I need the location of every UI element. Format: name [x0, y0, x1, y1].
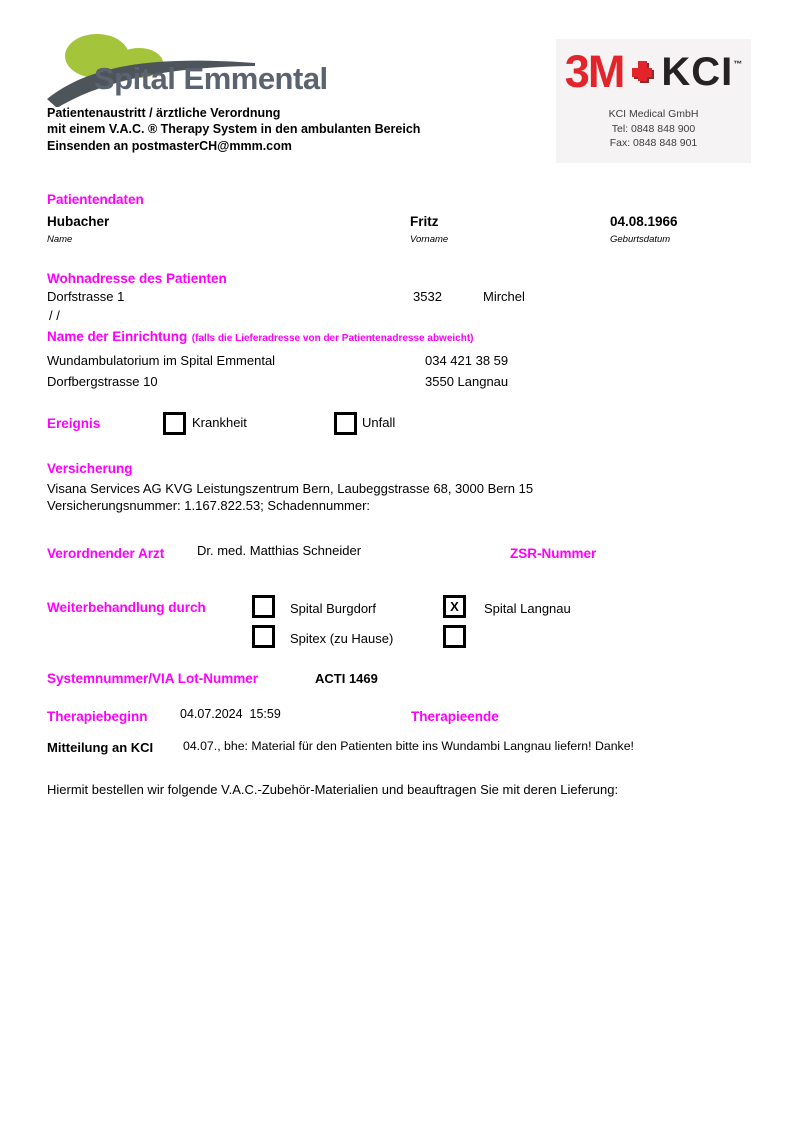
label-verordnender-arzt: Verordnender Arzt: [47, 546, 165, 561]
patient-name-value: Hubacher: [47, 214, 110, 229]
patient-vorname-value: Fritz: [410, 214, 439, 229]
checkbox-mark: X: [450, 599, 459, 614]
form-title-line-1: Patientenaustritt / ärztliche Verordnung: [47, 106, 281, 120]
facility-city: 3550 Langnau: [425, 374, 509, 389]
facility-name: Wundambulatorium im Spital Emmental: [47, 353, 276, 368]
label-weiterbehandlung: Weiterbehandlung durch: [47, 600, 206, 615]
form-title-line-2: mit einem V.A.C. ® Therapy System in den ambulanten Bereich: [47, 122, 421, 137]
mitteilung-value: 04.07., bhe: Material für den Patienten bitte ins Wundambi Langnau liefern! Danke!: [183, 739, 634, 753]
section-note-einrichtung: (falls die Lieferadresse von der Patientenadresse abweicht): [191, 333, 474, 344]
label-zsr-nummer: ZSR-Nummer: [510, 546, 597, 561]
facility-phone: 034 421 38 59: [425, 353, 509, 368]
address-street: Dorfstrasse 1: [47, 289, 125, 304]
checkbox-krankheit[interactable]: [163, 412, 186, 435]
label-systemnummer: Systemnummer/VIA Lot-Nummer: [47, 671, 259, 686]
checkbox-spital-langnau[interactable]: [443, 595, 466, 618]
form-title-block: [47, 105, 507, 154]
address-plz: 3532: [413, 289, 442, 304]
kci-brand-row: [556, 46, 751, 97]
kci-tel: Tel: 0848 848 900: [611, 122, 696, 135]
patient-geburtsdatum-label: Geburtsdatum: [610, 234, 671, 245]
facility-street: Dorfbergstrasse 10: [47, 374, 158, 389]
checkbox-spitex-label: Spitex (zu Hause): [290, 631, 394, 646]
kci-company: KCI Medical GmbH: [608, 108, 699, 120]
kci-contact-block: [556, 107, 751, 151]
label-therapieende: Therapieende: [411, 709, 499, 724]
section-title-einrichtung-row: [47, 328, 474, 346]
label-therapiebeginn: Therapiebeginn: [47, 709, 148, 724]
insurance-line1: Visana Services AG KVG Leistungszentrum Bern, Laubeggstrasse 68, 3000 Bern 15: [47, 481, 534, 496]
patient-vorname-label: Vorname: [410, 234, 449, 245]
therapiebeginn-value: 04.07.2024 15:59: [180, 707, 281, 721]
hospital-name: Spital Emmental: [94, 61, 328, 96]
3m-logo: 3M: [564, 46, 624, 97]
checkbox-spital-burgdorf[interactable]: [252, 595, 275, 618]
doctor-name-value: Dr. med. Matthias Schneider: [197, 543, 362, 558]
systemnummer-value: ACTI 1469: [315, 671, 378, 686]
kci-fax: Fax: 0848 848 901: [609, 137, 698, 149]
form-title-line-3: Einsenden an postmasterCH@mmm.com: [47, 138, 292, 153]
checkbox-unfall-label: Unfall: [362, 415, 396, 430]
patient-name-label: Name: [47, 234, 73, 245]
section-title-patientendaten: Patientendaten: [47, 192, 144, 207]
kci-trademark: ™: [733, 58, 743, 69]
checkbox-spital-langnau-label: Spital Langnau: [484, 601, 571, 616]
order-intro-line: Hiermit bestellen wir folgende V.A.C.-Zubehör-Materialien und beauftragen Sie mit deren Lieferung:: [47, 782, 619, 797]
section-title-ereignis: Ereignis: [47, 416, 101, 431]
checkbox-krankheit-label: Krankheit: [192, 415, 247, 430]
kci-logo-box: [556, 39, 751, 163]
insurance-line2: Versicherungsnummer: 1.167.822.53; Schadennummer:: [47, 498, 371, 513]
checkbox-spitex[interactable]: [252, 625, 275, 648]
label-mitteilung-kci: Mitteilung an KCI: [47, 740, 154, 755]
checkbox-unlabeled[interactable]: [443, 625, 466, 648]
section-title-wohnadresse: Wohnadresse des Patienten: [47, 271, 227, 286]
kci-wordmark: [661, 49, 743, 94]
section-title-versicherung: Versicherung: [47, 461, 133, 476]
checkbox-spital-burgdorf-label: Spital Burgdorf: [290, 601, 376, 616]
kci-text: KCI: [661, 49, 734, 94]
patient-geburtsdatum-value: 04.08.1966: [610, 214, 678, 229]
section-title-einrichtung: Name der Einrichtung: [47, 329, 188, 344]
address-slashes: / /: [49, 308, 60, 323]
kci-plus-icon: [630, 60, 654, 84]
checkbox-unfall[interactable]: [334, 412, 357, 435]
address-city: Mirchel: [483, 289, 525, 304]
